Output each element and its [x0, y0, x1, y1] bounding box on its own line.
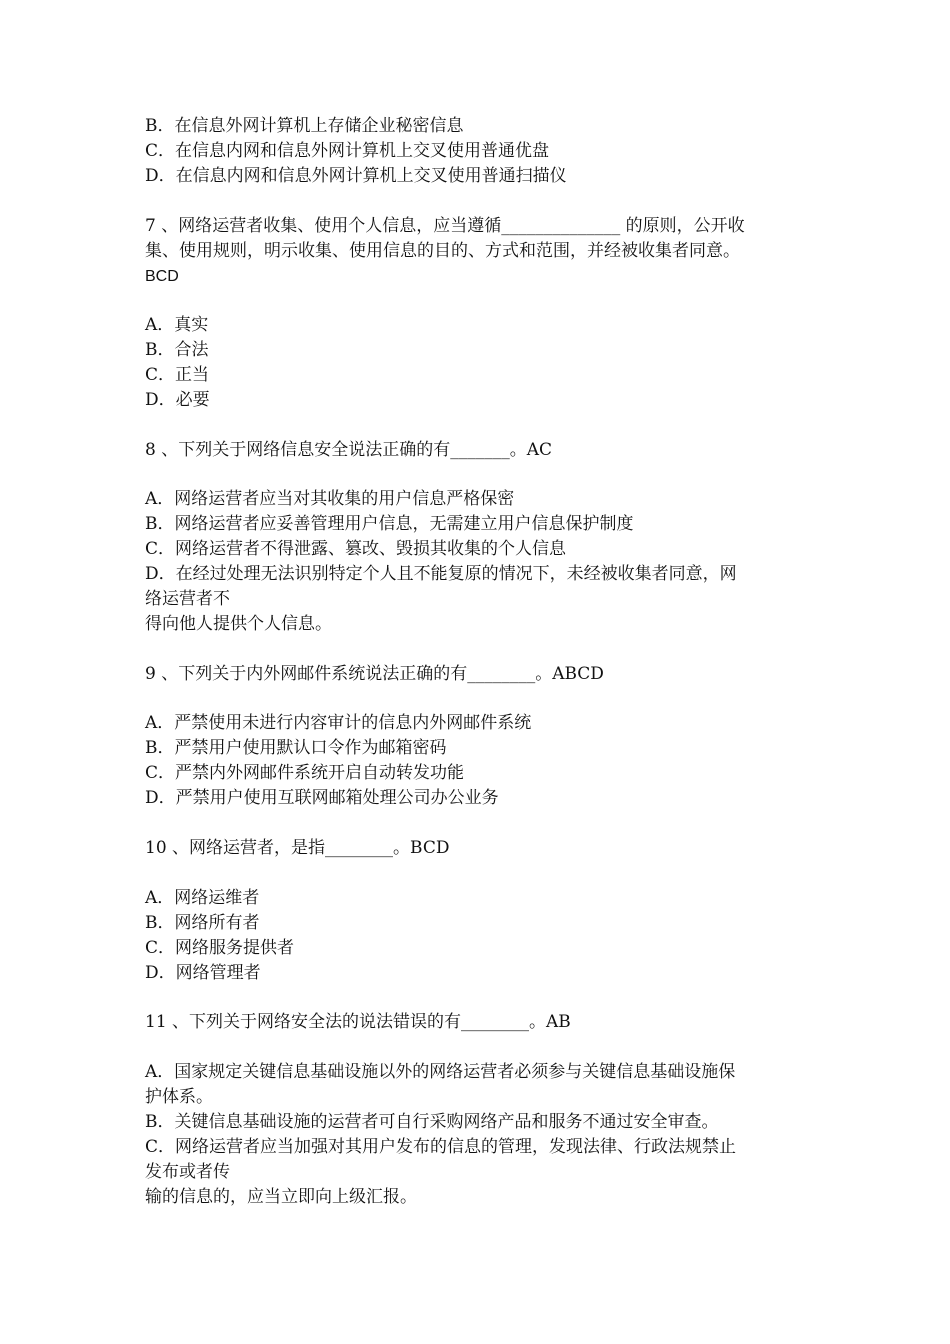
question-10: 10 、网络运营者，是指________。BCD [145, 838, 450, 858]
option-a-q8: A．网络运营者应当对其收集的用户信息严格保密 [145, 489, 515, 509]
option-b-q7: B．合法 [145, 340, 209, 360]
option-b-q11: B．关键信息基础设施的运营者可自行采购网络产品和服务不通过安全审查。 [145, 1112, 719, 1132]
option-d-q8-line-1: D．在经过处理无法识别特定个人且不能复原的情况下，未经被收集者同意，网 [145, 564, 737, 584]
option-c-q11-line-1: C．网络运营者应当加强对其用户发布的信息的管理，发现法律、行政法规禁止 [145, 1137, 737, 1157]
option-c-q9: C．严禁内外网邮件系统开启自动转发功能 [145, 763, 465, 783]
option-c-q10: C．网络服务提供者 [145, 938, 295, 958]
question-7-line-2: 集、使用规则，明示收集、使用信息的目的、方式和范围，并经被收集者同意。 [145, 241, 740, 261]
option-d-q8-line-2: 络运营者不 [145, 589, 230, 609]
question-7-line-1: 7 、网络运营者收集、使用个人信息，应当遵循______________ 的原则，公开收 [145, 216, 745, 236]
option-c-q6: C．在信息内网和信息外网计算机上交叉使用普通优盘 [145, 141, 550, 161]
option-c-q11-line-3: 输的信息的，应当立即向上级汇报。 [145, 1187, 417, 1207]
option-b-q8: B．网络运营者应妥善管理用户信息，无需建立用户信息保护制度 [145, 514, 634, 534]
option-c-q7: C．正当 [145, 365, 210, 385]
option-d-q7: D．必要 [145, 390, 210, 410]
option-a-q10: A．网络运维者 [145, 888, 260, 908]
option-c-q11-line-2: 发布或者传 [145, 1162, 230, 1182]
option-b-q9: B．严禁用户使用默认口令作为邮箱密码 [145, 738, 447, 758]
option-a-q9: A．严禁使用未进行内容审计的信息内外网邮件系统 [145, 713, 532, 733]
option-d-q6: D．在信息内网和信息外网计算机上交叉使用普通扫描仪 [145, 166, 567, 186]
option-a-q11-line-1: A．国家规定关键信息基础设施以外的网络运营者必须参与关键信息基础设施保 [145, 1062, 736, 1082]
question-9: 9 、下列关于内外网邮件系统说法正确的有________。ABCD [145, 664, 604, 684]
option-b-q6: B．在信息外网计算机上存储企业秘密信息 [145, 116, 464, 136]
option-d-q8-line-3: 得向他人提供个人信息。 [145, 614, 332, 634]
option-a-q11-line-2: 护体系。 [145, 1087, 213, 1107]
question-7-answer: BCD [145, 268, 179, 285]
option-d-q9: D．严禁用户使用互联网邮箱处理公司办公业务 [145, 788, 499, 808]
option-a-q7: A．真实 [145, 315, 209, 335]
option-c-q8: C．网络运营者不得泄露、篡改、毁损其收集的个人信息 [145, 539, 567, 559]
question-8: 8 、下列关于网络信息安全说法正确的有_______。AC [145, 440, 553, 460]
option-b-q10: B．网络所有者 [145, 913, 260, 933]
question-11: 11 、下列关于网络安全法的说法错误的有________。AB [145, 1012, 571, 1032]
option-d-q10: D．网络管理者 [145, 963, 261, 983]
